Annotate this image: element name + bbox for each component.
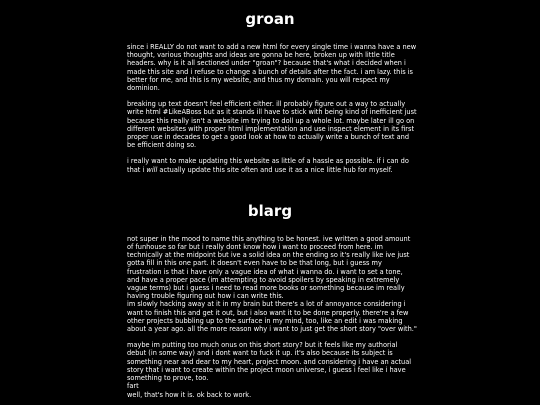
section-body-blarg	[127, 235, 417, 399]
paragraph: maybe im putting too much onus on this short story? but it feels like my authorial debut (in some way) and i dont want to fuck it up. it's also because its subject is something near and dear to my heart, project moon. and considering i have an actual story that i want to create within the project moon universe, i guess i feel like i have something to prove, too.	[127, 341, 412, 383]
paragraph: not super in the mood to name this anything to be honest. ive written a good amount of funhouse so far but i really dont know how i want to proceed from here. im technically at the midpoint but ive a solid idea on the ending so it's really like ive just gotta fill in this one part. it doesn't even have to be that long, but i guess my frustration is that i have only a vague idea of what i wanna do. i want to set a tone, and have a proper pace (im attempting to avoid spoilers by speaking in extremely vague terms) but i guess i need to read more books or something because im really having trouble figuring out how i can write this.	[127, 234, 411, 301]
paragraph: since i REALLY do not want to add a new html for every single time i wanna have a new thought, various thoughts and ideas are gonna be here, broken up with little title headers. why is it all sectioned under "groan"? because that's what i decided when i made this site and i refuse to change a bunch of details after the fact. i am lazy. this is better for me, and this is my website, and thus my domain. you will respect my dominion.	[127, 43, 417, 93]
paragraph-with-emphasis: im slowly hacking away at it in my brain but there's a lot of annoyance considering i want to finish this and get it out, but i also want it to be done properly. there're a few other projects bubbling up to the surface in my mind, too, like an edit i was making about a year ago. all the more reason why i want to just get the short story "over with."	[127, 300, 417, 334]
paragraph: well, that's how it is. ok back to work.	[127, 390, 252, 399]
section-title-groan: groan	[245, 10, 295, 28]
emphasized-word: will	[146, 165, 158, 174]
paragraph: breaking up text doesn't feel efficient either. ill probably figure out a way to actually write html #LikeABoss but as it stands ill have to stick with being kind of inefficient just because this really isn't a website im trying to doll up a whole lot. maybe later ill go on different websites with proper html implementation and use inspect element in its first proper use in decades to get a good look at how to actually write a bunch of text and be efficient doing so.	[127, 100, 417, 150]
paragraph-with-emphasis: i really want to make updating this website as little of a hassle as possible. if i can do that i will actually update this site often and use it as a nice little hub for myself.	[127, 157, 409, 174]
section-title-blarg: blarg	[247, 201, 293, 220]
paragraph: fart	[127, 382, 139, 391]
section-body-groan	[127, 43, 417, 174]
